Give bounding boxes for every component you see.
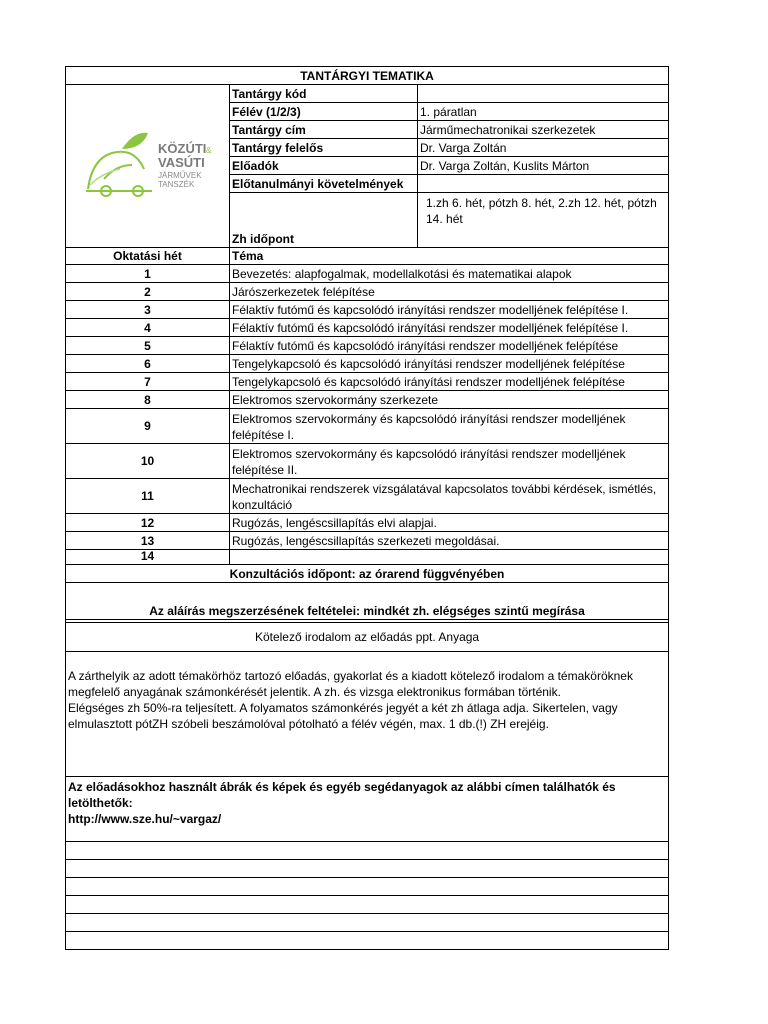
- assessment-paragraph-2: Elégséges zh 50%-ra teljesített. A folyamatos számonkérés jegyét a két zh átlaga adja. Sikertelen, vagy elmulasztott pótZH szóbeli beszámolóval pótolható a félév végén, max. 1 db.(!) ZH erejéig.: [68, 701, 618, 731]
- info-label: Tantárgy kód: [230, 85, 418, 103]
- info-value: Dr. Varga Zoltán, Kuslits Márton: [418, 157, 669, 175]
- assessment-row: [66, 652, 669, 777]
- info-label: Előtanulmányi követelmények: [230, 175, 418, 193]
- logo-line2: VASÚTI: [157, 155, 205, 170]
- week-number: 1: [66, 265, 230, 283]
- assessment-paragraph-1: A zárthelyik az adott témakörhöz tartozó előadás, gyakorlat és a kiadott kötelező irodalom a témaköröknek megfelelő anyagának számonkérését jelentik. A zh. és vizsga elektronikus formában történik.: [68, 669, 633, 699]
- materials-link[interactable]: http://www.sze.hu/~vargaz/: [68, 812, 222, 826]
- table-row: [66, 283, 669, 301]
- week-topic: Félaktív futómű és kapcsolódó irányítási rendszer modelljének felépítése I.: [230, 319, 669, 337]
- info-label: Félév (1/2/3): [230, 103, 418, 121]
- consultation-text: Konzultációs időpont: az órarend függvényében: [66, 565, 669, 583]
- literature-row: [66, 623, 669, 652]
- week-topic: Tengelykapcsoló és kapcsolódó irányítási rendszer modelljének felépítése: [230, 355, 669, 373]
- signature-row: [66, 583, 669, 620]
- empty-row: [66, 842, 669, 860]
- week-number: 4: [66, 319, 230, 337]
- syllabus-sheet: [65, 66, 668, 955]
- week-number: 8: [66, 391, 230, 409]
- info-value: [418, 85, 669, 103]
- week-topic: Járószerkezetek felépítése: [230, 283, 669, 301]
- materials-block: [66, 777, 669, 842]
- week-number: 10: [66, 444, 230, 479]
- table-row: [66, 550, 669, 565]
- info-label: Tantárgy cím: [230, 121, 418, 139]
- logo-line1: KÖZÚTI: [157, 141, 206, 156]
- info-value: Dr. Varga Zoltán: [418, 139, 669, 157]
- schedule-header-row: [66, 248, 669, 265]
- table-row: [66, 319, 669, 337]
- table-row: [66, 301, 669, 319]
- week-number: 6: [66, 355, 230, 373]
- week-topic: Félaktív futómű és kapcsolódó irányítási rendszer modelljének felépítése: [230, 337, 669, 355]
- info-value: Járműmechatronikai szerkezetek: [418, 121, 669, 139]
- week-column-header: Oktatási hét: [66, 248, 230, 265]
- week-number: 11: [66, 479, 230, 514]
- empty-row: [66, 932, 669, 950]
- table-row: [66, 337, 669, 355]
- table-row: [66, 532, 669, 550]
- week-topic: Rugózás, lengéscsillapítás elvi alapjai.: [230, 514, 669, 532]
- table-row: [66, 373, 669, 391]
- info-value: 1.zh 6. hét, pótzh 8. hét, 2.zh 12. hét, pótzh 14. hét: [418, 193, 669, 248]
- week-number: 3: [66, 301, 230, 319]
- info-value: [418, 175, 669, 193]
- logo-line4: TANSZÉK: [157, 180, 194, 189]
- week-topic: Félaktív futómű és kapcsolódó irányítási rendszer modelljének felépítése I.: [230, 301, 669, 319]
- table-row: [66, 355, 669, 373]
- table-row: [66, 265, 669, 283]
- syllabus-table: [65, 66, 669, 950]
- table-row: [66, 409, 669, 444]
- week-number: 9: [66, 409, 230, 444]
- logo-line3: JÁRMŰVEK: [157, 171, 202, 180]
- table-row: [66, 479, 669, 514]
- week-number: 7: [66, 373, 230, 391]
- materials-text: Az előadásokhoz használt ábrák és képek és egyéb segédanyagok az alábbi címen találhatók és letölthetők:: [68, 780, 616, 810]
- assessment-block: [66, 652, 669, 777]
- week-number: 2: [66, 283, 230, 301]
- week-number: 13: [66, 532, 230, 550]
- week-topic: Bevezetés: alapfogalmak, modellalkotási és matematikai alapok: [230, 265, 669, 283]
- week-topic: Elektromos szervokormány és kapcsolódó irányítási rendszer modelljének felépítése I.: [230, 409, 669, 444]
- page-title: TANTÁRGYI TEMATIKA: [66, 67, 669, 85]
- info-label: Előadók: [230, 157, 418, 175]
- logo-cell: [66, 85, 230, 248]
- week-topic: Rugózás, lengéscsillapítás szerkezeti megoldásai.: [230, 532, 669, 550]
- week-number: 14: [66, 550, 230, 565]
- week-topic: [230, 550, 669, 565]
- signature-condition: Az aláírás megszerzésének feltételei: mindkét zh. elégséges szintű megírása: [66, 583, 669, 620]
- info-label: Zh időpont: [230, 193, 418, 248]
- info-value: 1. páratlan: [418, 103, 669, 121]
- literature-text: Kötelező irodalom az előadás ppt. Anyaga: [66, 623, 669, 652]
- week-number: 12: [66, 514, 230, 532]
- table-row: [66, 391, 669, 409]
- info-label: Tantárgy felelős: [230, 139, 418, 157]
- week-topic: Mechatronikai rendszerek vizsgálatával kapcsolatos további kérdések, ismétlés, konzultáció: [230, 479, 669, 514]
- week-topic: Elektromos szervokormány szerkezete: [230, 391, 669, 409]
- title-row: [66, 67, 669, 85]
- logo-amp: &: [205, 146, 211, 155]
- topic-column-header: Téma: [230, 248, 669, 265]
- week-topic: Elektromos szervokormány és kapcsolódó irányítási rendszer modelljének felépítése II.: [230, 444, 669, 479]
- empty-row: [66, 860, 669, 878]
- materials-row: [66, 777, 669, 842]
- table-row: [66, 514, 669, 532]
- consultation-row: [66, 565, 669, 583]
- week-number: 5: [66, 337, 230, 355]
- week-topic: Tengelykapcsoló és kapcsolódó irányítási rendszer modelljének felépítése: [230, 373, 669, 391]
- department-logo: [82, 129, 214, 199]
- table-row: [66, 444, 669, 479]
- empty-row: [66, 896, 669, 914]
- empty-row: [66, 914, 669, 932]
- empty-row: [66, 878, 669, 896]
